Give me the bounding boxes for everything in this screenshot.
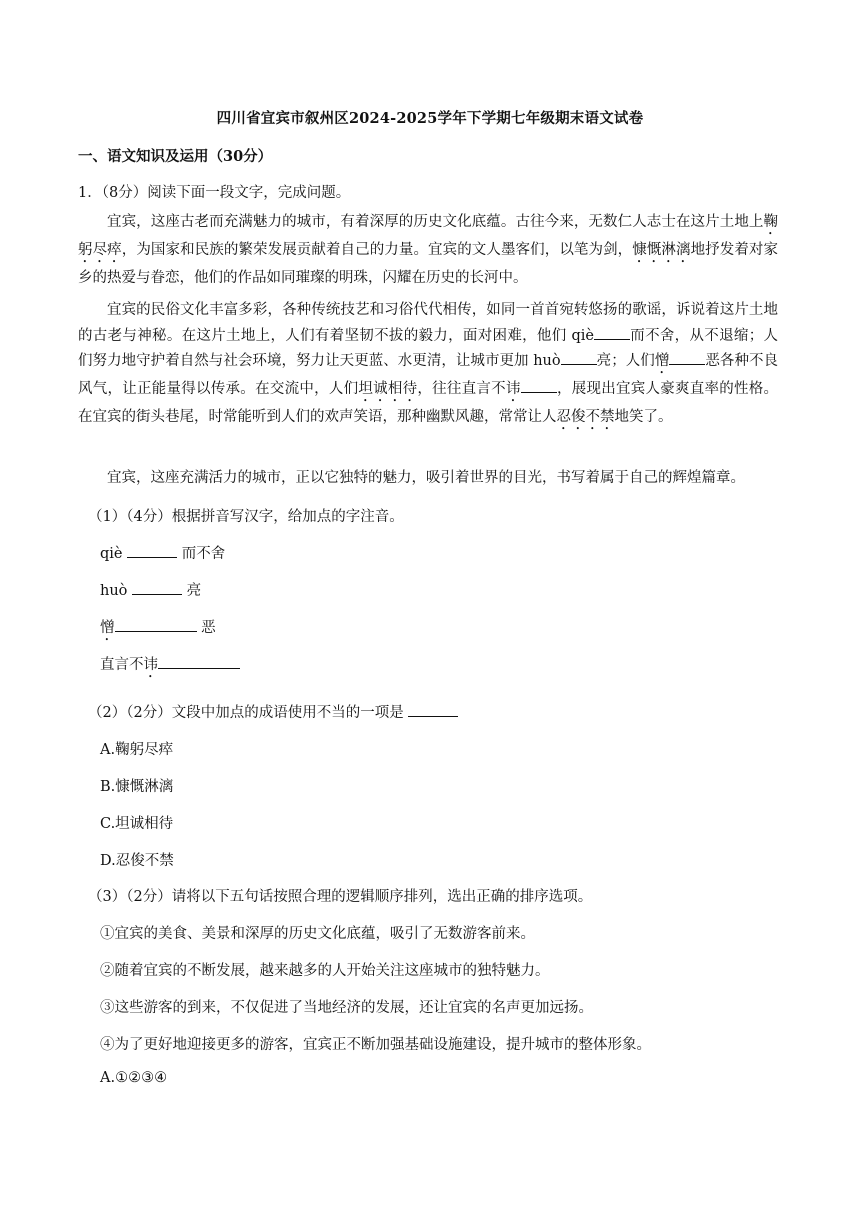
sentence-4: ④为了更好地迎接更多的游客，宜宾正不断加强基础设施建设，提升城市的整体形象。 [100, 1037, 651, 1053]
answer-blank[interactable] [408, 702, 458, 717]
option-b[interactable]: B.慷慨淋漓 [100, 779, 174, 795]
question-stem: 1．（8分）阅读下面一段文字，完成问题。 [78, 185, 351, 201]
word-suffix: 亮 [186, 583, 202, 599]
dotted-idiom: 慷慨淋漓 [632, 242, 691, 258]
section-heading: 一、语文知识及运用（30分） [78, 148, 273, 165]
passage-paragraph-1 [78, 210, 778, 292]
sentence-3: ③这些游客的到来，不仅促进了当地经济的发展，还让宜宾的名声更加远扬。 [100, 1000, 593, 1016]
passage-text: 恶各种不良风气，让正能量得以传承。在交流中，人们 [78, 353, 779, 397]
answer-line-3 [100, 616, 216, 644]
passage-text: ，展现出宜宾人豪爽直率的性格。在宜宾的街头巷尾，时常能听到人们的欢声笑语，那种幽默风趣，常常让人 [78, 381, 779, 425]
subquestion-3-stem: （3）（2分）请将以下五句话按照合理的逻辑顺序排列，选出正确的排序选项。 [88, 889, 593, 905]
option-a[interactable]: A.鞠躬尽瘁 [100, 742, 174, 758]
option-d[interactable]: D.忍俊不禁 [100, 853, 174, 869]
pinyin-prompt: huò [100, 583, 128, 599]
answer-blank[interactable] [132, 580, 182, 595]
passage-text: 地抒发着对家乡的热爱与眷恋，他们的作品如同璀璨的明珠，闪耀在历史的长河中。 [78, 242, 779, 286]
passage-text: 而不舍，从不退缩；人们努力地守护着自然与社会环境，努力让天更蓝、水更清，让城市更加 huò [78, 327, 779, 369]
answer-blank[interactable] [127, 543, 177, 558]
passage-text: ，往往直言不 [417, 381, 506, 397]
dotted-char: 讳 [143, 657, 158, 673]
dotted-char: 憎 [654, 353, 670, 369]
passage-text: 宜宾，这座古老而充满魅力的城市，有着深厚的历史文化底蕴。古往今来，无数仁人志士在这片土地上 [107, 214, 764, 230]
answer-line-2 [100, 579, 201, 600]
answer-blank[interactable] [158, 654, 240, 669]
option-c[interactable]: C.坦诚相待 [100, 816, 174, 832]
passage-text: 亮；人们 [596, 353, 655, 369]
answer-line-1 [100, 542, 225, 563]
fill-blank [561, 350, 597, 365]
dotted-char: 讳 [505, 381, 521, 397]
passage-text: 宜宾的民俗文化丰富多彩，各种传统技艺和习俗代代相传，如同一首首宛转悠扬的歌谣，诉说着这片土地的古老与神秘。在这片土地上，人们有着坚韧不拔的毅力，面对困难，他们 qiè [78, 302, 778, 344]
page-title: 四川省宜宾市叙州区2024-2025学年下学期七年级期末语文试卷 [216, 110, 644, 127]
passage-text: 地笑了。 [614, 409, 673, 425]
option-a-order[interactable]: A.①②③④ [100, 1070, 168, 1086]
passage-text: ，为国家和民族的繁荣发展贡献着自己的力量。宜宾的文人墨客们，以笔为剑， [121, 242, 633, 258]
passage-paragraph-3: 宜宾，这座充满活力的城市，正以它独特的魅力，吸引着世界的目光，书写着属于自己的辉煌篇章。 [107, 470, 745, 486]
answer-blank[interactable] [115, 617, 197, 632]
fill-blank [521, 378, 557, 393]
subquestion-text: （2）（2分）文段中加点的成语使用不当的一项是 [88, 705, 404, 721]
subquestion-1-stem: （1）（4分）根据拼音写汉字，给加点的字注音。 [88, 509, 404, 525]
word-prefix: 直言不 [100, 657, 144, 673]
subquestion-2-stem [88, 701, 458, 722]
sentence-1: ①宜宾的美食、美景和深厚的历史文化底蕴，吸引了无数游客前来。 [100, 926, 535, 942]
word-suffix: 而不舍 [181, 546, 226, 562]
answer-line-4 [100, 653, 240, 681]
passage-paragraph-2 [78, 298, 778, 433]
pinyin-prompt: qiè [100, 546, 123, 562]
dotted-char: 憎 [100, 620, 115, 636]
sentence-2: ②随着宜宾的不断发展，越来越多的人开始关注这座城市的独特魅力。 [100, 963, 550, 979]
dotted-idiom: 坦诚相待 [358, 381, 418, 397]
fill-blank [594, 325, 630, 340]
dotted-idiom: 忍俊不禁 [556, 409, 615, 425]
word-suffix: 恶 [201, 620, 216, 636]
fill-blank [669, 350, 705, 365]
dotted-idiom: 鞠躬尽瘁 [78, 214, 778, 258]
